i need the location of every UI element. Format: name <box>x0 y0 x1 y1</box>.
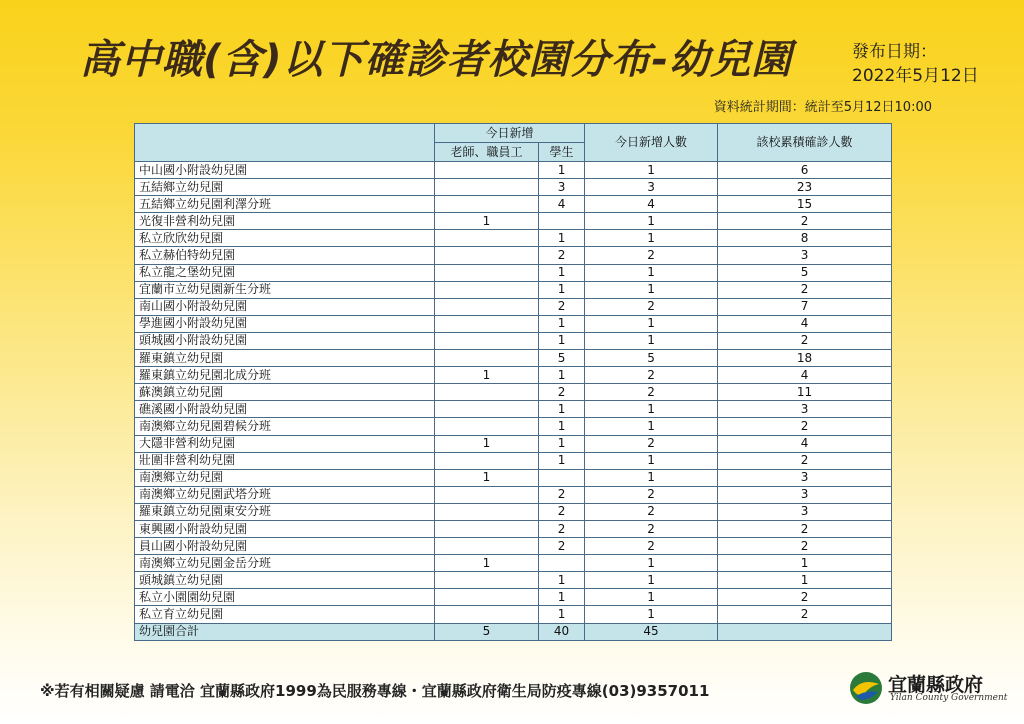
table-row <box>135 298 892 315</box>
cumulative-count: 2 <box>718 452 892 469</box>
school-name: 蘇澳鎮立幼兒園 <box>135 384 435 401</box>
cumulative-count: 18 <box>718 350 892 367</box>
today-count: 3 <box>585 179 718 196</box>
cumulative-count: 7 <box>718 298 892 315</box>
student-count: 5 <box>539 350 585 367</box>
student-count: 1 <box>539 230 585 247</box>
staff-count <box>435 247 539 264</box>
table-row <box>135 589 892 606</box>
header-cumulative: 該校累積確診人數 <box>718 124 892 162</box>
school-name: 中山國小附設幼兒園 <box>135 162 435 179</box>
table-row <box>135 572 892 589</box>
cumulative-count: 2 <box>718 589 892 606</box>
student-count: 1 <box>539 606 585 623</box>
table-row <box>135 162 892 179</box>
staff-count <box>435 332 539 349</box>
student-count: 1 <box>539 281 585 298</box>
page-title: 高中職(含)以下確診者校園分布-幼兒園 <box>80 37 793 83</box>
cumulative-count: 2 <box>718 213 892 230</box>
cumulative-count: 4 <box>718 435 892 452</box>
table-row <box>135 247 892 264</box>
cumulative-count: 1 <box>718 572 892 589</box>
staff-count <box>435 572 539 589</box>
table-row <box>135 606 892 623</box>
table-row <box>135 315 892 332</box>
today-count: 1 <box>585 555 718 572</box>
header-staff: 老師、職員工 <box>435 143 539 162</box>
school-name: 南澳鄉立幼兒園金岳分班 <box>135 555 435 572</box>
total-label: 幼兒園合計 <box>135 623 435 640</box>
today-count: 2 <box>585 520 718 537</box>
today-count: 1 <box>585 264 718 281</box>
student-count: 2 <box>539 486 585 503</box>
today-count: 1 <box>585 418 718 435</box>
cumulative-count: 1 <box>718 555 892 572</box>
table-row <box>135 384 892 401</box>
table-row <box>135 179 892 196</box>
publish-date: 2022年5月12日 <box>852 66 979 86</box>
student-count: 1 <box>539 367 585 384</box>
staff-count <box>435 503 539 520</box>
staff-count <box>435 384 539 401</box>
school-name: 羅東鎮立幼兒園 <box>135 350 435 367</box>
header-today-total: 今日新增人數 <box>585 124 718 162</box>
today-count: 1 <box>585 606 718 623</box>
student-count: 2 <box>539 247 585 264</box>
school-name: 五結鄉立幼兒園利澤分班 <box>135 196 435 213</box>
total-today: 45 <box>585 623 718 640</box>
total-staff: 5 <box>435 623 539 640</box>
table-row <box>135 555 892 572</box>
student-count: 1 <box>539 418 585 435</box>
student-count: 2 <box>539 503 585 520</box>
school-name: 頭城國小附設幼兒園 <box>135 332 435 349</box>
cumulative-count: 4 <box>718 315 892 332</box>
today-count: 2 <box>585 367 718 384</box>
cumulative-count: 23 <box>718 179 892 196</box>
school-name: 南山國小附設幼兒園 <box>135 298 435 315</box>
staff-count <box>435 589 539 606</box>
today-count: 1 <box>585 230 718 247</box>
staff-count: 1 <box>435 367 539 384</box>
cumulative-count: 11 <box>718 384 892 401</box>
statistics-period: 資料統計期間：統計至5月12日10:00 <box>713 100 932 115</box>
today-count: 2 <box>585 298 718 315</box>
table-row <box>135 264 892 281</box>
today-count: 1 <box>585 213 718 230</box>
table-row <box>135 332 892 349</box>
student-count <box>539 555 585 572</box>
cumulative-count: 15 <box>718 196 892 213</box>
cumulative-count: 3 <box>718 401 892 418</box>
school-name: 羅東鎮立幼兒園北成分班 <box>135 367 435 384</box>
school-name: 私立欣欣幼兒園 <box>135 230 435 247</box>
table-row <box>135 538 892 555</box>
school-name: 頭城鎮立幼兒園 <box>135 572 435 589</box>
cumulative-count: 2 <box>718 418 892 435</box>
school-name: 東興國小附設幼兒園 <box>135 520 435 537</box>
today-count: 1 <box>585 589 718 606</box>
staff-count <box>435 315 539 332</box>
contact-note: ※若有相關疑慮 請電洽 宜蘭縣政府1999為民服務專線・宜蘭縣政府衛生局防疫專線(03)9357011 <box>40 682 710 700</box>
student-count <box>539 469 585 486</box>
table-row <box>135 435 892 452</box>
student-count: 1 <box>539 401 585 418</box>
staff-count <box>435 179 539 196</box>
student-count: 3 <box>539 179 585 196</box>
cases-table <box>134 123 892 641</box>
today-count: 1 <box>585 401 718 418</box>
staff-count: 1 <box>435 469 539 486</box>
staff-count <box>435 520 539 537</box>
today-count: 2 <box>585 247 718 264</box>
total-students: 40 <box>539 623 585 640</box>
cumulative-count: 3 <box>718 469 892 486</box>
staff-count <box>435 401 539 418</box>
staff-count <box>435 281 539 298</box>
table-row <box>135 452 892 469</box>
student-count: 1 <box>539 332 585 349</box>
table-row <box>135 196 892 213</box>
cumulative-count: 2 <box>718 520 892 537</box>
today-count: 2 <box>585 384 718 401</box>
cumulative-count: 5 <box>718 264 892 281</box>
government-logo <box>848 668 1008 708</box>
today-count: 1 <box>585 332 718 349</box>
publish-date-label: 發布日期： <box>852 42 937 62</box>
today-count: 1 <box>585 572 718 589</box>
staff-count <box>435 264 539 281</box>
table-row <box>135 469 892 486</box>
student-count: 2 <box>539 298 585 315</box>
school-name: 私立育立幼兒園 <box>135 606 435 623</box>
staff-count <box>435 350 539 367</box>
table-row <box>135 520 892 537</box>
table-row <box>135 401 892 418</box>
header-today-new: 今日新增 <box>435 124 585 143</box>
school-name: 私立龍之堡幼兒園 <box>135 264 435 281</box>
logo-chinese-name: 宜蘭縣政府 <box>888 674 984 696</box>
school-name: 南澳鄉立幼兒園武塔分班 <box>135 486 435 503</box>
student-count: 2 <box>539 384 585 401</box>
student-count: 1 <box>539 452 585 469</box>
cumulative-count: 2 <box>718 332 892 349</box>
school-name: 羅東鎮立幼兒園東安分班 <box>135 503 435 520</box>
cumulative-count: 8 <box>718 230 892 247</box>
table-row <box>135 230 892 247</box>
staff-count <box>435 298 539 315</box>
cumulative-count: 3 <box>718 247 892 264</box>
staff-count <box>435 162 539 179</box>
cumulative-count: 2 <box>718 538 892 555</box>
total-row <box>135 623 892 640</box>
table-body <box>135 162 892 624</box>
student-count: 1 <box>539 435 585 452</box>
staff-count <box>435 230 539 247</box>
staff-count <box>435 196 539 213</box>
student-count: 1 <box>539 589 585 606</box>
today-count: 1 <box>585 315 718 332</box>
staff-count: 1 <box>435 435 539 452</box>
student-count: 2 <box>539 520 585 537</box>
table-row <box>135 213 892 230</box>
table-row <box>135 350 892 367</box>
school-name: 私立赫伯特幼兒園 <box>135 247 435 264</box>
student-count: 1 <box>539 315 585 332</box>
table-header <box>135 124 892 162</box>
school-name: 五結鄉立幼兒園 <box>135 179 435 196</box>
today-count: 1 <box>585 469 718 486</box>
staff-count <box>435 486 539 503</box>
today-count: 2 <box>585 486 718 503</box>
table-footer <box>135 623 892 640</box>
table-row <box>135 503 892 520</box>
today-count: 2 <box>585 538 718 555</box>
cumulative-count: 3 <box>718 503 892 520</box>
cumulative-count: 2 <box>718 281 892 298</box>
student-count: 1 <box>539 162 585 179</box>
today-count: 2 <box>585 503 718 520</box>
school-name: 宜蘭市立幼兒園新生分班 <box>135 281 435 298</box>
staff-count <box>435 452 539 469</box>
publish-date-block <box>852 40 979 88</box>
total-cumulative <box>718 623 892 640</box>
staff-count <box>435 606 539 623</box>
logo-english-name: Yilan County Government <box>890 693 1008 703</box>
school-name: 壯圍非營利幼兒園 <box>135 452 435 469</box>
today-count: 2 <box>585 435 718 452</box>
school-name: 南澳鄉立幼兒園 <box>135 469 435 486</box>
student-count: 2 <box>539 538 585 555</box>
cumulative-count: 4 <box>718 367 892 384</box>
school-name: 私立小園園幼兒園 <box>135 589 435 606</box>
school-name: 學進國小附設幼兒園 <box>135 315 435 332</box>
staff-count <box>435 418 539 435</box>
header-school-name <box>135 124 435 162</box>
staff-count <box>435 538 539 555</box>
today-count: 4 <box>585 196 718 213</box>
school-name: 光復非營利幼兒園 <box>135 213 435 230</box>
school-name: 礁溪國小附設幼兒園 <box>135 401 435 418</box>
student-count: 4 <box>539 196 585 213</box>
student-count <box>539 213 585 230</box>
table-row <box>135 367 892 384</box>
today-count: 5 <box>585 350 718 367</box>
staff-count: 1 <box>435 213 539 230</box>
cumulative-count: 6 <box>718 162 892 179</box>
table-row <box>135 418 892 435</box>
yilan-emblem-icon <box>848 670 884 706</box>
today-count: 1 <box>585 452 718 469</box>
school-name: 南澳鄉立幼兒園碧候分班 <box>135 418 435 435</box>
student-count: 1 <box>539 572 585 589</box>
staff-count: 1 <box>435 555 539 572</box>
school-name: 員山國小附設幼兒園 <box>135 538 435 555</box>
today-count: 1 <box>585 281 718 298</box>
today-count: 1 <box>585 162 718 179</box>
header-students: 學生 <box>539 143 585 162</box>
school-name: 大隱非營利幼兒園 <box>135 435 435 452</box>
cumulative-count: 3 <box>718 486 892 503</box>
student-count: 1 <box>539 264 585 281</box>
table-row <box>135 486 892 503</box>
table-row <box>135 281 892 298</box>
cumulative-count: 2 <box>718 606 892 623</box>
